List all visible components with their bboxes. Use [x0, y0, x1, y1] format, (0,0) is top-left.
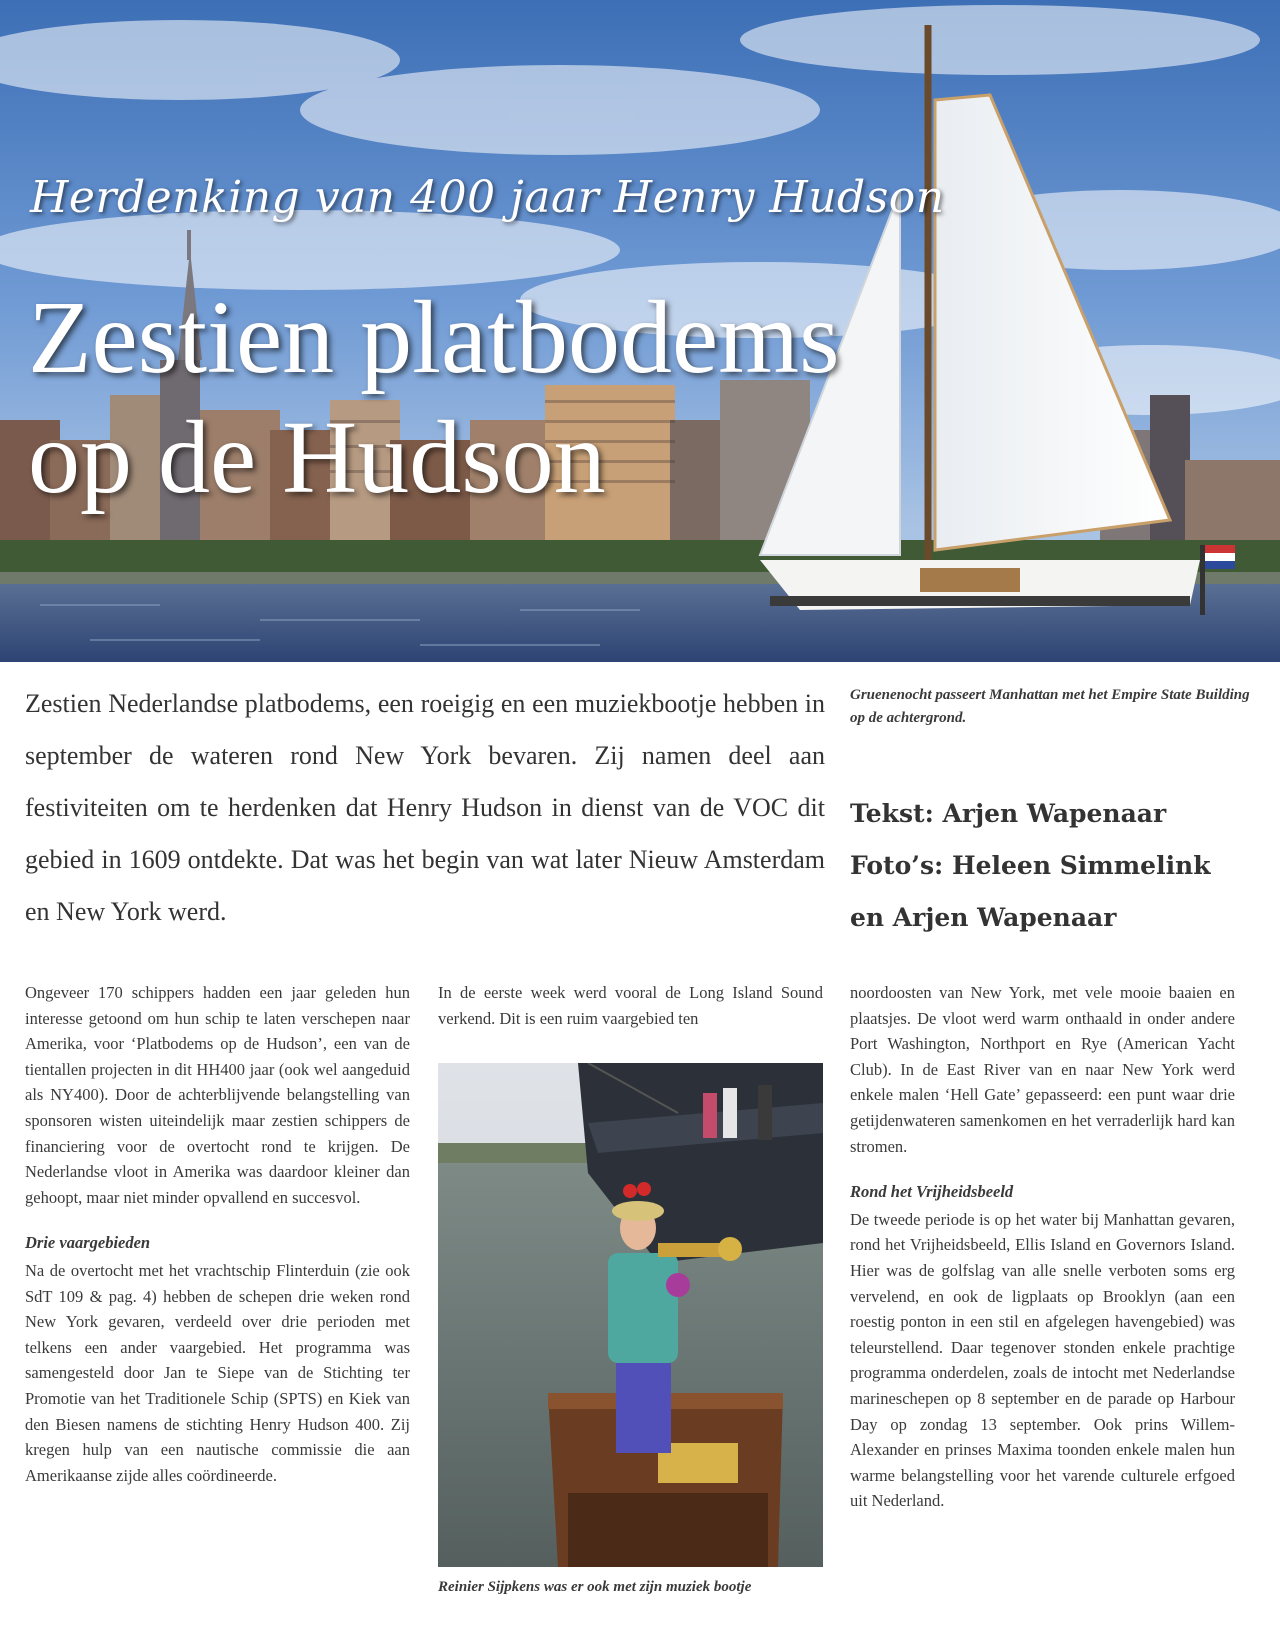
body-paragraph: Na de overtocht met het vrachtschip Flinterduin (zie ook SdT 109 & pag. 4) hebben de schepen drie weken rond New York gevaren, verdeeld over drie perioden met telkens een ander vaargebied. Het programma was samengesteld door Jan te Siepe van de Stichting ter Promotie van het Traditionele Schip (SPTS) en Kiek van den Biesen namens de stichting Henry Hudson 400. Zij kregen hulp van een nautische commissie die aan Amerikaanse zijde alles coördineerde. [25, 1260, 410, 1485]
body-paragraph: De tweede periode is op het water bij Manhattan gevaren, rond het Vrijheidsbeeld, Ellis Island en Governors Island. Hier was de golfslag van alle snelle verboten soms erg vervelend, en ook de ligplaats op Brooklyn (aan een roestig ponton in een stil en afgelegen havengebied) was teleurstellend. Daar tegenover stonden enkele prachtige programma onderdelen, zoals de intocht met Nederlandse marineschepen op 8 september en de parade op Harbour Day op zondag 13 september. Ook prins Willem-Alexander en prinses Maxima toonden enkele malen hun warme belangstelling voor het varende culturele erfgoed uit Nederland. [850, 1209, 1235, 1511]
inline-photo [438, 1063, 823, 1567]
body-paragraph: Ongeveer 170 schippers hadden een jaar geleden hun interesse getoond om hun schip te laten verschepen naar Amerika, voor ‘Platbodems op de Hudson’, een van de tientallen projecten in dit HH400 jaar (ook wel aangeduid als NY400). Door de achterblijvende belangstelling van sponsoren wisten uiteindelijk maar zestien schippers de financiering voor de overtocht rond te krijgen. De Nederlandse vloot in Amerika was daardoor kleiner dan gehoopt, maar niet minder opvallend en succesvol. [25, 983, 410, 1207]
kicker-heading: Herdenking van 400 jaar Henry Hudson [30, 172, 945, 223]
hero-caption: Gruenenocht passeert Manhattan met het Empire State Building op de achtergrond. [850, 687, 1250, 726]
headline-line-2: op de Hudson [28, 400, 606, 515]
article-column-2 [438, 980, 823, 1031]
photo-caption: Reinier Sijpkens was er ook met zijn muziek bootje [438, 1579, 752, 1595]
intro-paragraph: Zestien Nederlandse platbodems, een roeigig en een muziekbootje hebben in september de wateren rond New York bevaren. Zij namen deel aan festiviteiten om te herdenken dat Henry Hudson in dienst van de VOC dit gebied in 1609 ontdekte. Dat was het begin van wat later Nieuw Amsterdam en New York werd. [25, 689, 825, 926]
credit-photos-cont: en Arjen Wapenaar [850, 903, 1117, 932]
body-paragraph: noordoosten van New York, met vele mooie baaien en plaatsjes. De vloot werd warm onthaald in onder andere Port Washington, Northport en Rye (American Yacht Club). In de East River van en naar New York werd enkele malen ‘Hell Gate’ gepasseerd: een punt waar drie getijdenwateren samenkomen en het verraderlijk hard kan stromen. [850, 983, 1235, 1156]
headline-line-1: Zestien platbodems [28, 280, 840, 395]
body-paragraph: In de eerste week werd vooral de Long Island Sound verkend. Dit is een ruim vaargebied ten [438, 983, 823, 1028]
subheading: Rond het Vrijheidsbeeld [850, 1182, 1014, 1202]
article-column-1 [25, 980, 410, 1488]
credit-photos: Foto’s: Heleen Simmelink [850, 851, 1211, 880]
hero-photo [0, 0, 1280, 662]
credits [850, 788, 1270, 944]
credit-text: Tekst: Arjen Wapenaar [850, 799, 1167, 828]
main-headline [28, 278, 928, 518]
musician-photo [438, 1063, 823, 1567]
article-column-3 [850, 980, 1235, 1514]
subheading: Drie vaargebieden [25, 1233, 151, 1253]
